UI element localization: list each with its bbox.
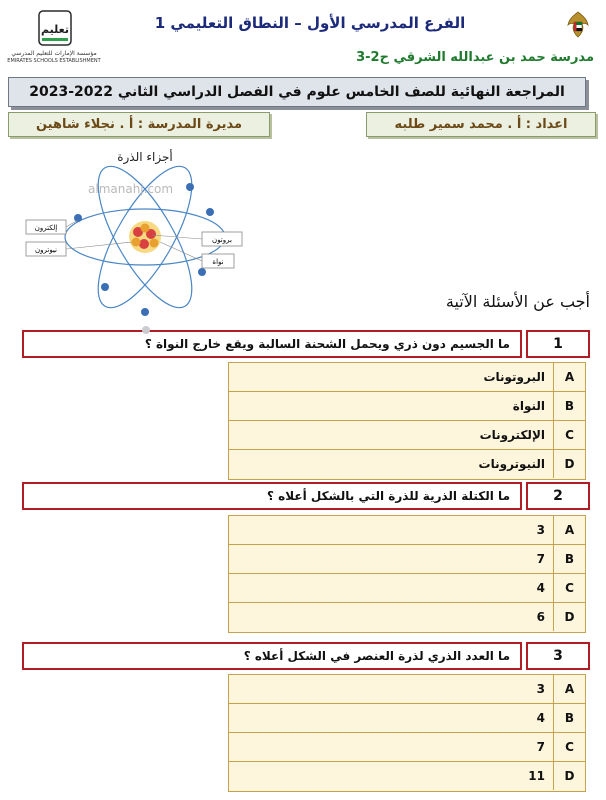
option-row[interactable] <box>229 704 585 733</box>
option-row[interactable] <box>229 516 585 545</box>
option-letter: C <box>553 733 585 761</box>
question-2-options <box>228 515 586 633</box>
logo-text-ar: مؤسسة الإمارات للتعليم المدرسي <box>11 50 97 57</box>
option-row[interactable] <box>229 675 585 704</box>
principal-label: مديرة المدرسة : أ . نجلاء شاهين <box>35 117 243 132</box>
option-row[interactable] <box>229 363 585 392</box>
option-row[interactable] <box>229 603 585 632</box>
question-box <box>22 642 522 670</box>
question-1-row <box>22 330 590 358</box>
option-text: 7 <box>536 740 545 754</box>
option-text: 11 <box>528 769 545 783</box>
option-text: 6 <box>536 610 545 624</box>
question-number: 2 <box>526 482 590 510</box>
label-nucleus: نواة <box>212 258 224 266</box>
question-text: ما الكتلة الذرية للذرة التي بالشكل أعلاه ؟ <box>267 489 510 503</box>
atom-diagram <box>20 142 260 322</box>
author-box <box>366 112 596 137</box>
label-neutron: نيوترون <box>34 246 58 254</box>
school-name: مدرسة حمد بن عبدالله الشرقي ح2-3 <box>356 50 594 65</box>
option-row[interactable] <box>229 450 585 479</box>
diagram-title: أجزاء الذرة <box>117 150 173 164</box>
option-text: الإلكترونات <box>479 428 545 442</box>
option-text: البروتونات <box>483 370 545 384</box>
label-proton: بروتون <box>212 236 232 244</box>
ese-logo <box>6 10 102 68</box>
question-text: ما الجسيم دون ذري ويحمل الشحنة السالبة ويقع خارج النواة ؟ <box>144 337 510 351</box>
taleem-logo-icon <box>38 10 72 46</box>
option-letter: B <box>553 545 585 573</box>
option-letter: C <box>553 421 585 449</box>
instruction-heading: أجب عن الأسئلة الآتية <box>445 292 590 311</box>
option-letter: A <box>553 675 585 703</box>
option-letter: D <box>553 762 585 790</box>
option-letter: A <box>553 516 585 544</box>
question-number: 1 <box>526 330 590 358</box>
question-text: ما العدد الذري لذرة العنصر في الشكل أعلاه ؟ <box>243 649 510 663</box>
worksheet-title-bar <box>8 77 586 107</box>
option-letter: B <box>553 704 585 732</box>
question-3-options <box>228 674 586 792</box>
option-row[interactable] <box>229 421 585 450</box>
logo-text-en: EMIRATES SCHOOLS ESTABLISHMENT <box>7 58 101 64</box>
option-letter: A <box>553 363 585 391</box>
principal-box <box>8 112 270 137</box>
author-label: اعداد : أ . محمد سمير طلبه <box>394 117 568 132</box>
question-3-row <box>22 642 590 670</box>
question-box <box>22 330 522 358</box>
option-text: 4 <box>536 581 545 595</box>
watermark: almanahj.com <box>88 182 174 196</box>
branch-heading: الفرع المدرسي الأول – النطاق التعليمي 1 <box>154 14 466 32</box>
svg-text:تعليم: تعليم <box>41 23 69 36</box>
worksheet-title: المراجعة النهائية للصف الخامس علوم في الفصل الدراسي الثاني 2022-2023 <box>29 84 565 100</box>
option-row[interactable] <box>229 545 585 574</box>
question-1-options <box>228 362 586 480</box>
option-letter: C <box>553 574 585 602</box>
question-box <box>22 482 522 510</box>
uae-emblem-icon <box>564 10 592 40</box>
label-electron: إلكترون <box>34 224 58 232</box>
option-text: النيوترونات <box>478 457 545 471</box>
option-row[interactable] <box>229 574 585 603</box>
option-row[interactable] <box>229 762 585 791</box>
bullet-dot <box>142 326 150 334</box>
option-letter: B <box>553 392 585 420</box>
option-row[interactable] <box>229 392 585 421</box>
option-text: 4 <box>536 711 545 725</box>
option-letter: D <box>553 450 585 478</box>
option-text: 3 <box>536 523 545 537</box>
option-text: النواة <box>512 399 545 413</box>
option-text: 7 <box>536 552 545 566</box>
option-row[interactable] <box>229 733 585 762</box>
option-letter: D <box>553 603 585 631</box>
question-2-row <box>22 482 590 510</box>
question-number: 3 <box>526 642 590 670</box>
option-text: 3 <box>536 682 545 696</box>
